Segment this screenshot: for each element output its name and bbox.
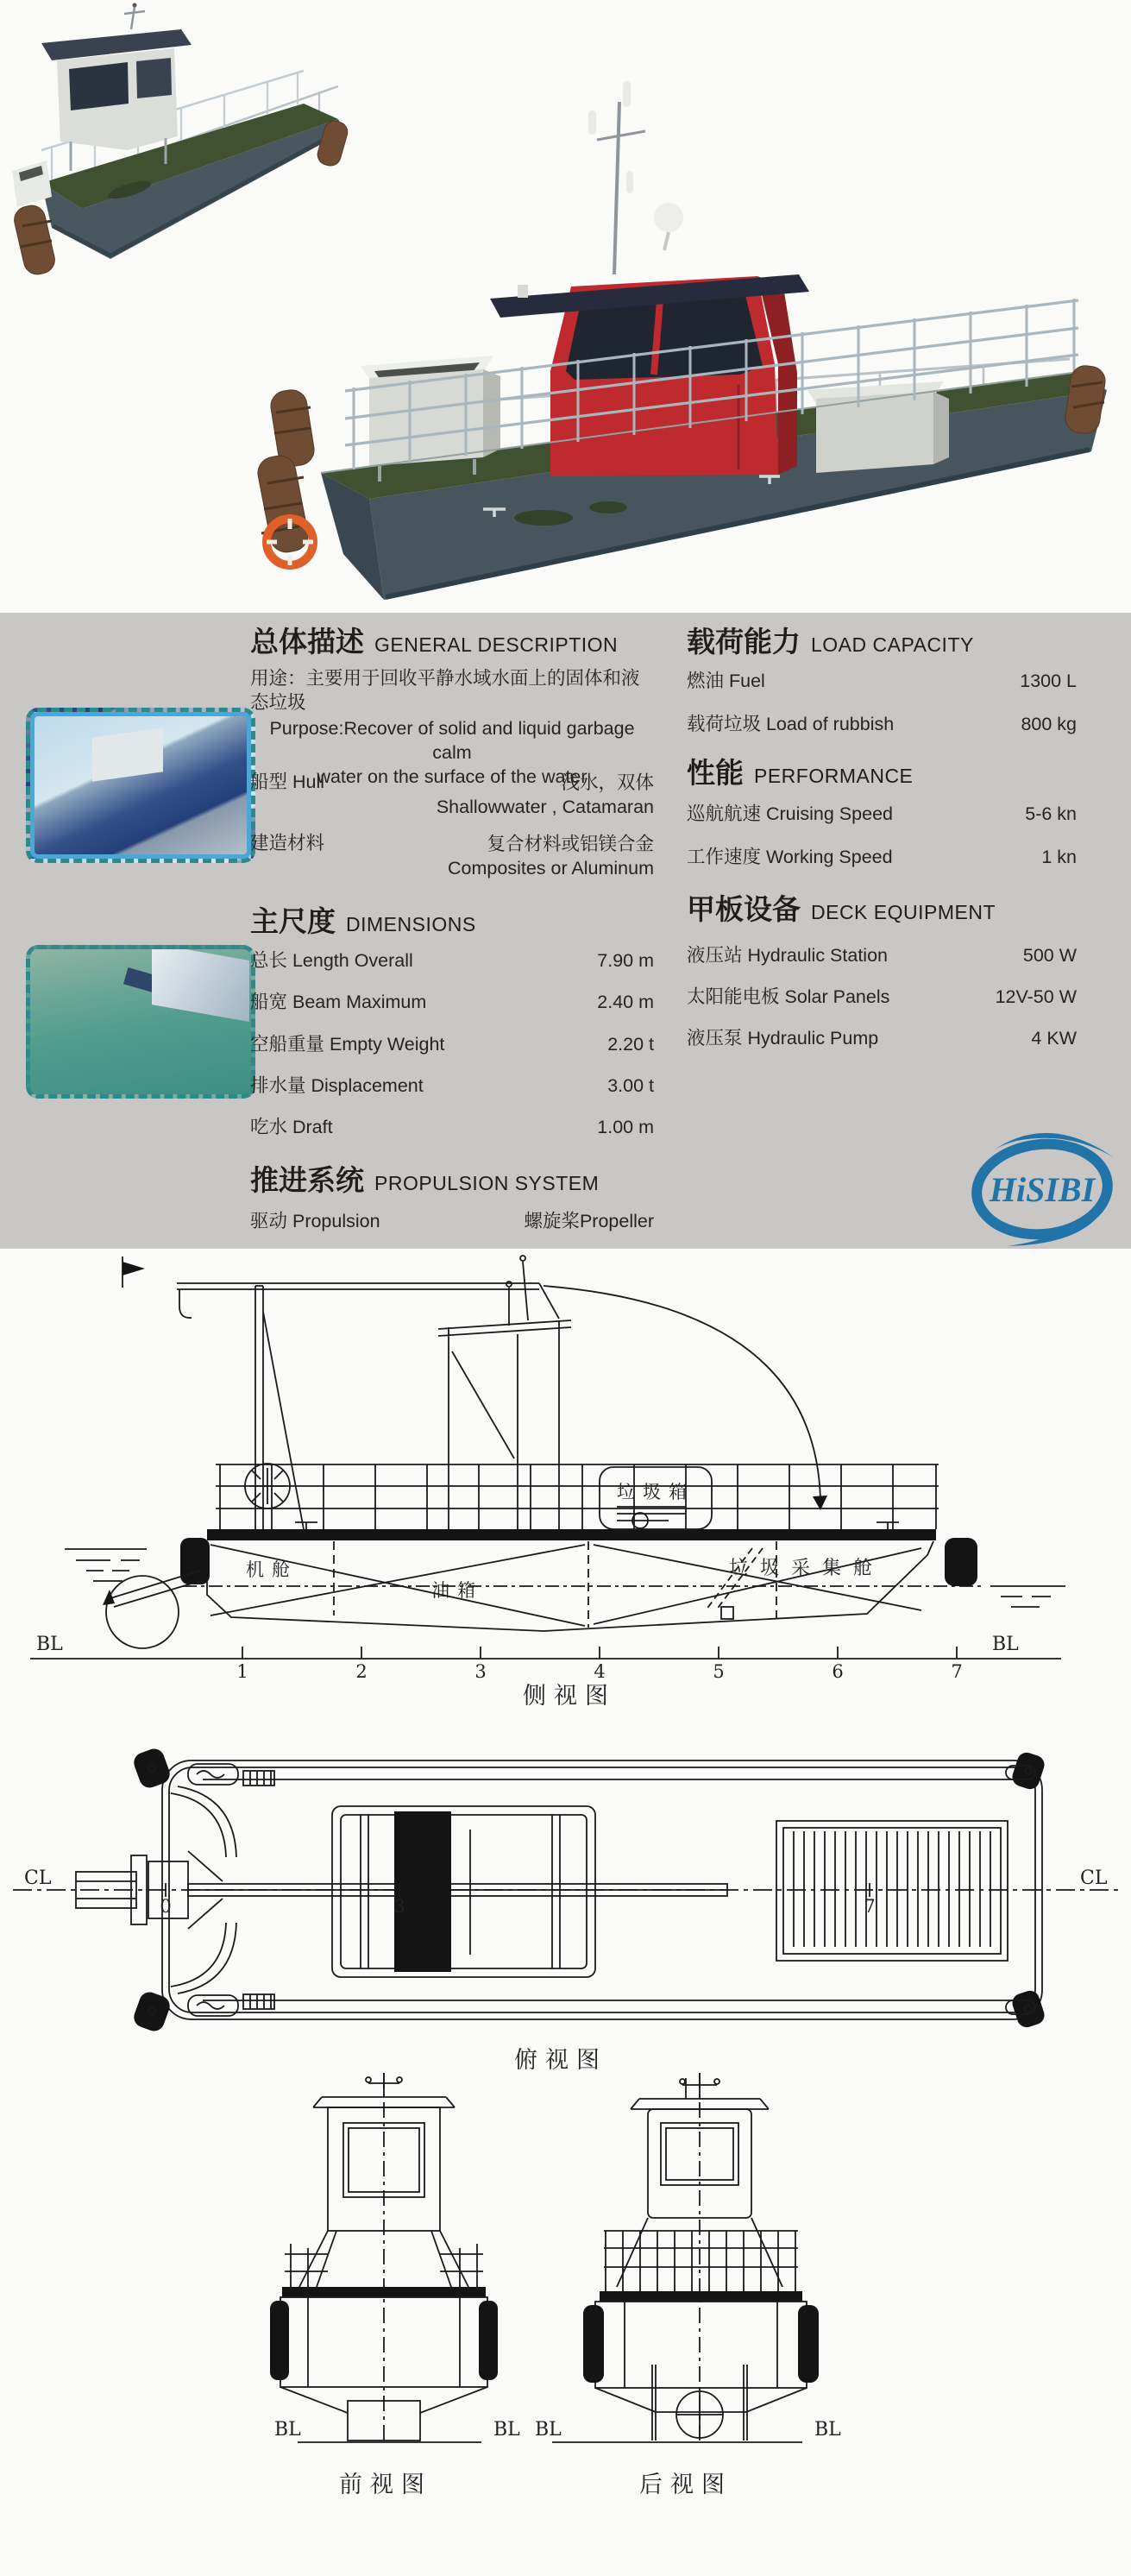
cl-label: CL (1080, 1867, 1108, 1889)
station-label: 7 (951, 1661, 963, 1682)
photo-boat-onshore (26, 708, 255, 863)
spec-row-hull (250, 771, 654, 819)
spec-row-rubbish: 载荷垃圾 Load of rubbish 800 kg (687, 714, 1077, 734)
bl-label: BL (274, 2419, 301, 2441)
collection-cabin-label: 垃圾采集舱 (729, 1558, 885, 1579)
purpose-en-line1: Purpose:Recover of solid and liquid garbage calm (269, 718, 635, 763)
spec-row-fuel: 燃油 Fuel 1300 L (687, 671, 1077, 691)
boat-render-large (255, 81, 1108, 600)
station-label: 3 (474, 1661, 487, 1682)
station-label: 4 (594, 1661, 606, 1682)
spec-row-cruising: 巡航航速 Cruising Speed 5-6 kn (687, 803, 1077, 824)
spec-row-loa: 总长 Length Overall 7.90 m (250, 950, 654, 971)
bl-label: BL (493, 2419, 520, 2441)
general-title-en: GENERAL DESCRIPTION (374, 633, 619, 656)
section-title-performance: 性能 PERFORMANCE (687, 757, 914, 789)
section-title-load: 载荷能力 LOAD CAPACITY (687, 626, 974, 658)
spec-panel (0, 613, 1131, 1249)
station-label: 6 (832, 1661, 844, 1682)
spec-row-displacement: 排水量 Displacement 3.00 t (250, 1075, 654, 1096)
front-view-drawing (270, 2073, 520, 2498)
station-label: 7 (864, 1896, 876, 1917)
top-view-drawing (13, 1746, 1118, 2074)
spec-row-draft: 吃水 Draft 1.00 m (250, 1117, 654, 1137)
station-label: 0 (160, 1896, 172, 1917)
fuel-tank-label: 油箱 (431, 1580, 483, 1601)
hisibi-logo (966, 1124, 1120, 1250)
drawings-canvas (0, 1249, 1131, 2576)
rear-view-drawing (535, 2073, 841, 2498)
section-title-deck: 甲板设备 DECK EQUIPMENT (687, 893, 996, 925)
station-label: 1 (236, 1661, 248, 1682)
station-label: 3 (393, 1896, 405, 1917)
logo-text: HiSIBI (989, 1170, 1096, 1209)
bl-label: BL (992, 1634, 1019, 1655)
hull-label: 船型 Hull (250, 772, 325, 792)
spec-row-beam: 船宽 Beam Maximum 2.40 m (250, 992, 654, 1012)
top-view-caption: 俯视图 (514, 2047, 607, 2074)
hull-value: 浅水，双体 Shallowwater , Catamaran (436, 772, 654, 817)
hero-renders (0, 0, 1131, 613)
engine-room-label: 机舱 (246, 1559, 298, 1580)
photo-boat-working (26, 945, 255, 1099)
spec-row-solar: 太阳能电板 Solar Panels 12V-50 W (687, 986, 1077, 1007)
bl-label: BL (36, 1634, 63, 1655)
section-title-dimensions: 主尺度 DIMENSIONS (250, 905, 476, 937)
general-title-zh: 总体描述 (250, 626, 364, 658)
bl-label: BL (814, 2419, 841, 2441)
purpose-en-line2: water on the surface of the water (317, 766, 587, 787)
purpose-zh: 用途：主要用于回收平静水域水面上的固体和液态垃圾 (250, 668, 640, 713)
spec-row-material (250, 832, 654, 880)
rear-view-caption: 后视图 (639, 2472, 732, 2498)
boat-render-small (11, 3, 349, 278)
cl-label: CL (24, 1867, 52, 1889)
material-value: 复合材料或铝镁合金 Composites or Aluminum (448, 834, 654, 879)
hisibi-logo-mark (966, 1124, 1120, 1250)
station-label: 2 (355, 1661, 368, 1682)
section-title-propulsion: 推进系统 PROPULSION SYSTEM (250, 1164, 600, 1196)
spec-row-empty-weight: 空船重量 Empty Weight 2.20 t (250, 1034, 654, 1055)
station-label: 5 (713, 1661, 725, 1682)
spec-row-propulsion: 驱动 Propulsion 螺旋桨Propeller (250, 1211, 654, 1231)
bl-label: BL (535, 2419, 562, 2441)
section-title-general (250, 620, 654, 660)
boat-renders-canvas (0, 0, 1131, 613)
front-view-caption: 前视图 (339, 2472, 432, 2498)
side-view-drawing (30, 1256, 1065, 1710)
material-label: 建造材料 (250, 833, 325, 853)
spec-row-hydraulic-station: 液压站 Hydraulic Station 500 W (687, 945, 1077, 966)
garbage-bin-label: 垃圾箱 (617, 1482, 694, 1502)
side-view-caption: 侧视图 (523, 1683, 616, 1710)
spec-row-working: 工作速度 Working Speed 1 kn (687, 847, 1077, 867)
spec-row-pump: 液压泵 Hydraulic Pump 4 KW (687, 1028, 1077, 1049)
technical-drawings (0, 1249, 1131, 2576)
